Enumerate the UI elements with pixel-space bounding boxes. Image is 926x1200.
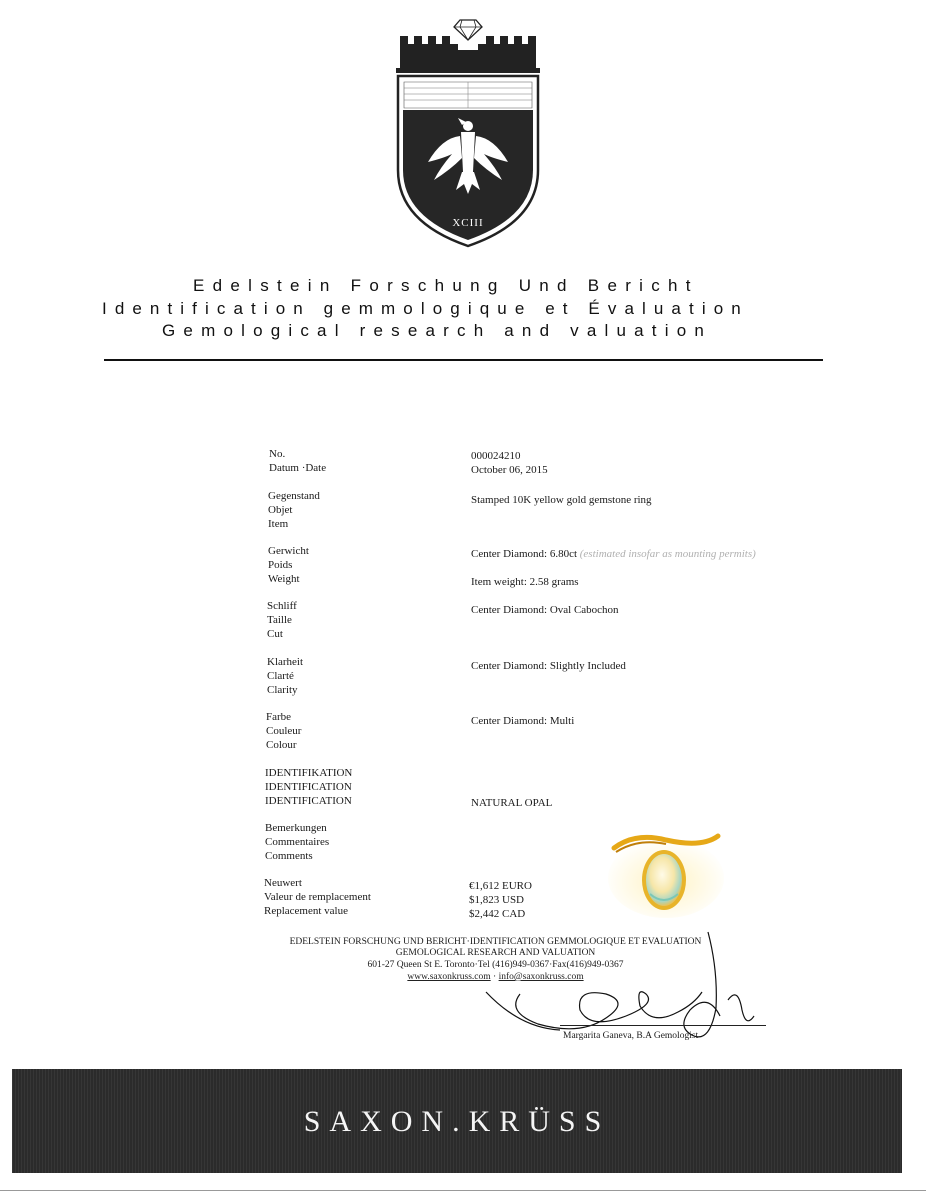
item-value: Stamped 10K yellow gold gemstone ring — [471, 494, 652, 506]
header-english: Gemological research and valuation — [162, 321, 713, 340]
signatory-name: Margarita Ganeva, B.A Gemologist — [563, 1031, 699, 1041]
value-cad: $2,442 CAD — [469, 908, 526, 920]
brand-band — [12, 1069, 902, 1173]
crest-emblem — [396, 12, 540, 248]
link-separator: · — [490, 972, 499, 982]
identification-labels: IDENTIFIKATION IDENTIFICATION IDENTIFICATION — [265, 767, 353, 807]
value-eur: €1,612 EURO — [469, 880, 532, 892]
footer-company-en: GEMOLOGICAL RESEARCH AND VALUATION — [395, 948, 596, 958]
cut-value: Center Diamond: Oval Cabochon — [471, 604, 619, 616]
clarity-labels: Klarheit Clarté Clarity — [267, 656, 304, 696]
item-labels: Gegenstand Objet Item — [268, 490, 320, 530]
report-date: October 06, 2015 — [471, 464, 548, 476]
footer-company: EDELSTEIN FORSCHUNG UND BERICHT·IDENTIFICATION GEMMOLOGIQUE ET EVALUATION — [289, 937, 702, 947]
weight-labels: Gerwicht Poids Weight — [268, 545, 309, 585]
header-french: Identification gemmologique et Évaluation — [102, 299, 749, 318]
header-divider — [104, 359, 823, 361]
colour-value: Center Diamond: Multi — [471, 715, 575, 727]
website-link[interactable]: www.saxonkruss.com — [407, 972, 491, 982]
value-usd: $1,823 USD — [469, 894, 525, 906]
value-labels: Neuwert Valeur de remplacement Replacement value — [264, 877, 371, 917]
ring-photo — [606, 826, 726, 918]
weight-value — [471, 547, 756, 561]
footer-address: 601-27 Queen St E. Toronto·Tel (416)949-0367·Fax(416)949-0367 — [367, 960, 624, 970]
colour-labels: Farbe Couleur Colour — [266, 711, 302, 751]
clarity-value: Center Diamond: Slightly Included — [471, 660, 626, 672]
identification-value: NATURAL OPAL — [471, 797, 553, 809]
weight-note: (estimated insofar as mounting permits) — [579, 548, 756, 560]
header-german: Edelstein Forschung Und Bericht — [193, 276, 699, 295]
brand-name: SAXON.KRÜSS — [303, 1105, 611, 1138]
item-weight: Item weight: 2.58 grams — [471, 576, 579, 588]
comments-labels: Bemerkungen Commentaires Comments — [265, 822, 330, 862]
number-date-labels: No. Datum ·Date — [269, 448, 327, 474]
weight-carats: Center Diamond: 6.80ct — [471, 548, 578, 560]
signature-line — [560, 1025, 766, 1026]
email-link[interactable]: info@saxonkruss.com — [498, 972, 584, 982]
castle-battlements-icon — [396, 36, 540, 73]
crest-numeral: XCIII — [452, 217, 484, 229]
page-bottom-edge — [0, 1190, 926, 1191]
diamond-icon — [454, 20, 482, 40]
report-number: 000024210 — [471, 450, 521, 462]
cut-labels: Schliff Taille Cut — [267, 600, 297, 640]
